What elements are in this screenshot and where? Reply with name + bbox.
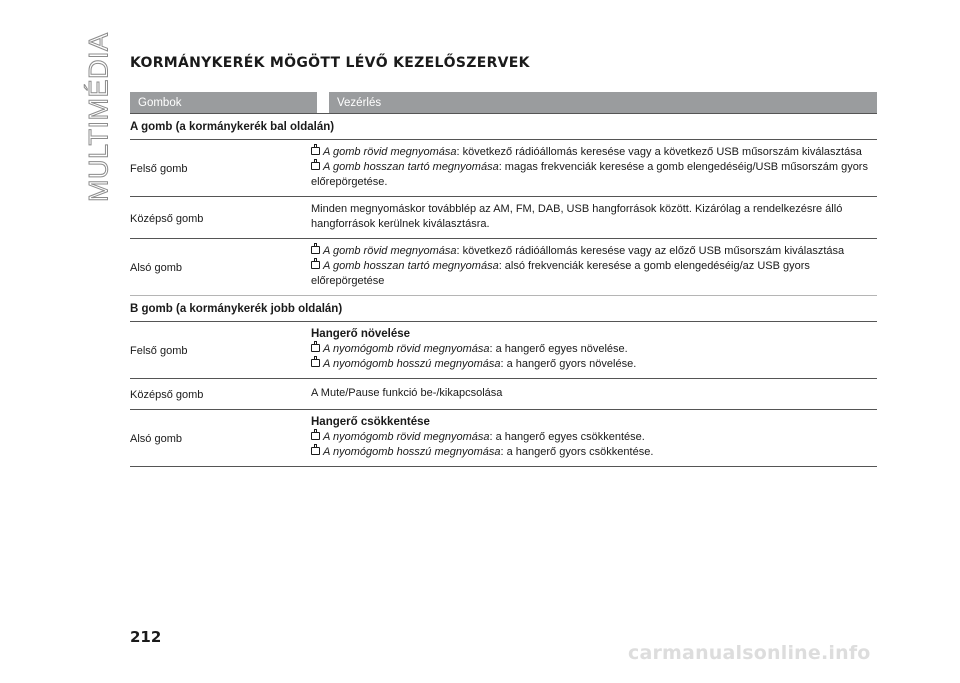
press-type: A nyomógomb rövid megnyomása <box>323 343 490 355</box>
button-press-icon <box>311 246 320 254</box>
row-label: Alsó gomb <box>130 262 182 274</box>
press-effect: : következő rádióállomás keresése vagy az előző USB műsorszám kiválasztása <box>456 245 845 257</box>
table-row <box>130 322 877 379</box>
controls-table <box>130 92 877 467</box>
button-press-icon <box>311 261 320 269</box>
table-row <box>130 379 877 410</box>
press-effect: : alsó frekvenciák keresése a gomb elengedéséig/az USB gyors előrepörgetése <box>311 260 810 287</box>
row-description <box>311 327 877 372</box>
press-effect: : a hangerő gyors csökkentése. <box>500 446 654 458</box>
row-label: Alsó gomb <box>130 433 182 445</box>
header-buttons: Gombok <box>130 92 317 113</box>
row-label: Felső gomb <box>130 345 188 357</box>
row-description: A Mute/Pause funkció be-/kikapcsolása <box>311 387 503 399</box>
table-row <box>130 197 877 239</box>
row-label: Felső gomb <box>130 163 188 175</box>
section-a-title: A gomb (a kormánykerék bal oldalán) <box>130 113 877 140</box>
row-description <box>311 145 877 190</box>
press-type: A nyomógomb hosszú megnyomása <box>323 446 501 458</box>
button-press-icon <box>311 344 320 352</box>
press-type: A gomb hosszan tartó megnyomása <box>323 260 499 272</box>
row-heading: Hangerő növelése <box>311 328 411 340</box>
row-label: Középső gomb <box>130 212 204 225</box>
press-effect: : magas frekvenciák keresése a gomb elengedéséig/USB műsorszám gyors előrepörgetése. <box>311 161 868 188</box>
row-label: Középső gomb <box>130 389 204 401</box>
table-row <box>130 239 877 296</box>
row-description: Minden megnyomáskor továbblép az AM, FM, DAB, USB hangforrások között. Kizárólag a rendelkezésre álló hangforrások kerülnek kiválasztásra. <box>311 203 843 230</box>
page-number: 212 <box>130 628 162 646</box>
page-title: KORMÁNYKERÉK MÖGÖTT LÉVŐ KEZELŐSZERVEK <box>130 55 530 71</box>
row-heading: Hangerő csökkentése <box>311 416 430 428</box>
press-effect: : a hangerő gyors növelése. <box>500 358 637 370</box>
press-effect: : a hangerő egyes csökkentése. <box>489 431 645 443</box>
button-press-icon <box>311 432 320 440</box>
button-press-icon <box>311 147 320 155</box>
section-b-title: B gomb (a kormánykerék jobb oldalán) <box>130 295 877 322</box>
button-press-icon <box>311 359 320 367</box>
row-description <box>311 415 877 460</box>
press-effect: : a hangerő egyes növelése. <box>489 343 628 355</box>
press-type: A nyomógomb rövid megnyomása <box>323 431 490 443</box>
press-type: A nyomógomb hosszú megnyomása <box>323 358 501 370</box>
section-side-label: MULTIMÉDIA <box>83 32 114 203</box>
row-description <box>311 244 877 289</box>
press-type: A gomb hosszan tartó megnyomása <box>323 161 499 173</box>
press-type: A gomb rövid megnyomása <box>323 146 457 158</box>
press-type: A gomb rövid megnyomása <box>323 245 457 257</box>
press-effect: : következő rádióállomás keresése vagy a következő USB műsorszám kiválasztása <box>456 146 862 158</box>
table-header <box>130 92 877 113</box>
header-control: Vezérlés <box>329 92 877 113</box>
watermark: carmanualsonline.info <box>628 642 871 664</box>
table-row <box>130 410 877 467</box>
button-press-icon <box>311 447 320 455</box>
button-press-icon <box>311 162 320 170</box>
table-row <box>130 140 877 197</box>
